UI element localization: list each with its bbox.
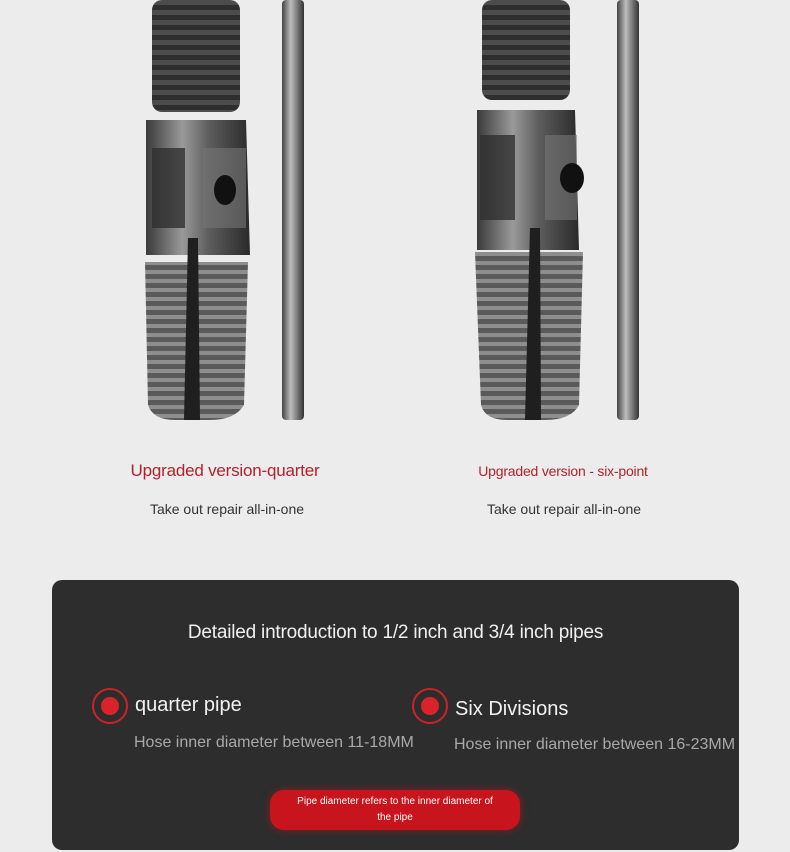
spec-description: Hose inner diameter between 16-23MM (454, 736, 736, 753)
panel-title: Detailed introduction to 1/2 inch and 3/4 inch pipes (187, 622, 604, 643)
bullet-icon (412, 688, 448, 724)
product-title: Upgraded version - six-point (478, 463, 648, 479)
product-title: Upgraded version-quarter (130, 461, 320, 480)
product-six-point (395, 0, 725, 560)
bullet-icon (92, 688, 128, 724)
product-subtitle: Take out repair all-in-one (486, 501, 642, 517)
spec-name: Six Divisions (455, 698, 569, 720)
pipe-tap-quarter-image (60, 0, 390, 430)
spec-description: Hose inner diameter between 11-18MM (134, 734, 414, 751)
pipe-diameter-note: Pipe diameter refers to the inner diameter of the pipe (270, 790, 520, 830)
spec-name: quarter pipe (135, 694, 242, 716)
product-subtitle: Take out repair all-in-one (149, 501, 305, 517)
product-quarter (60, 0, 390, 560)
pipe-size-panel (52, 580, 739, 850)
pipe-tap-six-point-image (395, 0, 725, 430)
